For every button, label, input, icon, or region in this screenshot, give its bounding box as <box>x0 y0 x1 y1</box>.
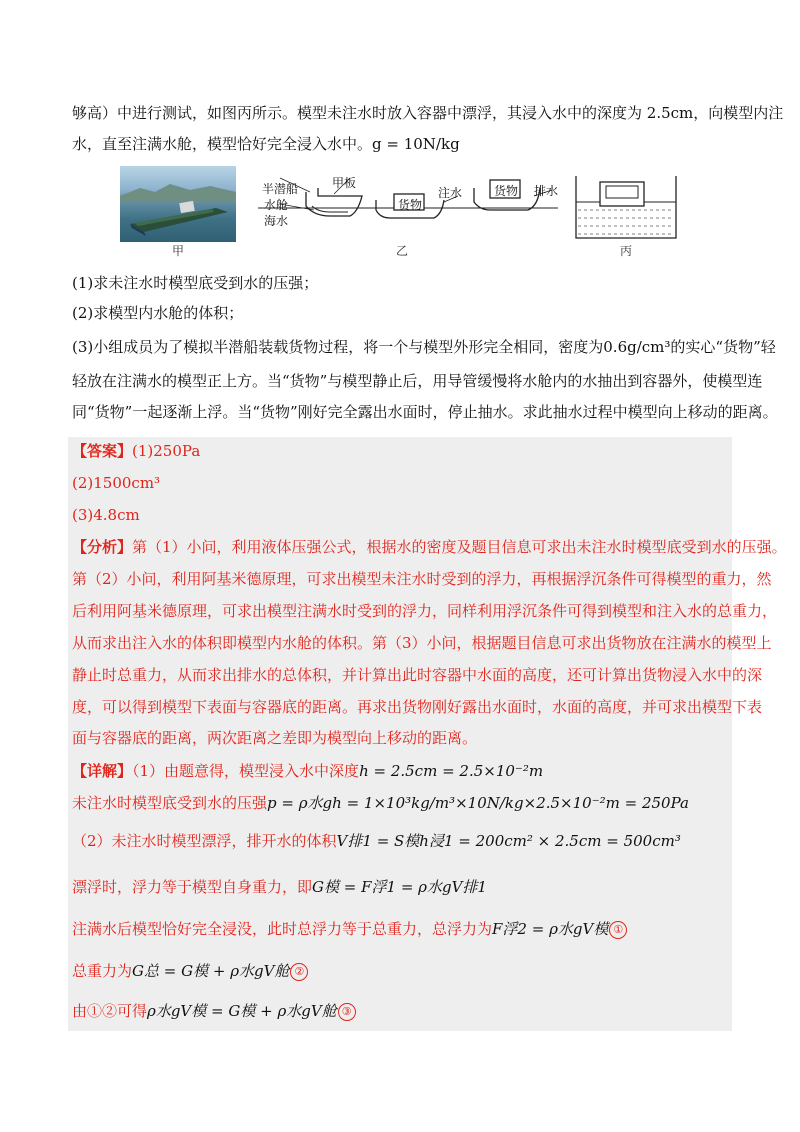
analysis-line-4: 从而求出注入水的体积即模型内水舱的体积。第（3）小问，根据题目信息可求出货物放在注满水的模型上 <box>72 634 772 652</box>
question-3-line-3: 同“货物”一起逐渐上浮。当“货物”刚好完全露出水面时，停止抽水。求此抽水过程中模型向上移动的距离。 <box>72 403 778 421</box>
analysis-line-1 <box>72 536 787 558</box>
detail-line-1 <box>72 760 543 782</box>
analysis-line-5: 静止时总重力，从而求出排水的总体积，并计算出此时容器中水面的高度，还可计算出货物浸入水中的深 <box>72 666 763 684</box>
label-tank: 水舱 <box>264 198 289 212</box>
label-inject: 注水 <box>438 186 463 200</box>
answer-1: (1)250Pa <box>132 442 201 460</box>
detail-line-6 <box>72 960 308 982</box>
detail-line-5 <box>72 918 627 940</box>
ship-photo <box>120 166 236 242</box>
label-cargo-2: 货物 <box>494 184 519 198</box>
question-1: (1)求未注水时模型底受到水的压强； <box>72 274 319 292</box>
detail-text-4: 漂浮时，浮力等于模型自身重力，即 <box>72 878 313 896</box>
label-drain: 排水 <box>534 184 559 198</box>
analysis-line-7: 面与容器底的距离，两次距离之差即为模型向上移动的距离。 <box>72 729 478 747</box>
detail-text-3: （2）未注水时模型漂浮，排开水的体积 <box>72 832 337 850</box>
detail-text-5: 注满水后模型恰好完全浸没，此时总浮力等于总重力，总浮力为 <box>72 920 493 938</box>
formula-1: h = 2.5cm = 2.5×10⁻²m <box>359 762 544 780</box>
analysis-line-3: 后利用阿基米德原理，可求出模型注满水时受到的浮力，同样利用浮沉条件可得到模型和注入水的总重力， <box>72 602 778 620</box>
detail-tag: 【详解】 <box>72 762 133 780</box>
label-sea: 海水 <box>264 214 289 228</box>
circled-1: ① <box>609 921 627 939</box>
label-deck: 甲板 <box>332 176 357 190</box>
analysis-tag: 【分析】 <box>72 538 133 556</box>
caption-bing: 丙 <box>620 244 633 258</box>
detail-line-7 <box>72 1000 356 1022</box>
detail-line-3 <box>72 830 681 852</box>
question-line-1: 够高）中进行测试，如图丙所示。模型未注水时放入容器中漂浮，其浸入水中的深度为 2.5cm，向模型内注 <box>72 104 784 122</box>
analysis-text-1: 第（1）小问，利用液体压强公式，根据水的密度及题目信息可求出未注水时模型底受到水的压强。 <box>132 538 787 556</box>
label-ship: 半潜船 <box>262 182 299 196</box>
formula-6: G总 = G模 + ρ水gV舱 <box>132 962 290 980</box>
caption-yi: 乙 <box>396 244 409 258</box>
analysis-line-6: 度，可以得到模型下表面与容器底的距离。再求出货物刚好露出水面时，水面的高度，并可求出模型下表 <box>72 698 763 716</box>
circled-3: ③ <box>338 1003 356 1021</box>
question-3-line-1: (3)小组成员为了模拟半潜船装载货物过程，将一个与模型外形完全相同，密度为0.6g/cm³的实心“货物”轻 <box>72 338 776 356</box>
answer-line-1 <box>72 440 200 462</box>
detail-text-7: 由①②可得 <box>72 1002 148 1020</box>
formula-4: G模 = F浮1 = ρ水gV排1 <box>312 878 487 896</box>
question-line-2: 水，直至注满水舱，模型恰好完全浸入水中。g = 10N/kg <box>72 135 460 153</box>
detail-line-2 <box>72 792 689 814</box>
question-3-line-2: 轻放在注满水的模型正上方。当“货物”与模型静止后，用导管缓慢将水舱内的水抽出到容器外，使模型连 <box>72 372 763 390</box>
analysis-line-2: 第（2）小问，利用阿基米德原理，可求出模型未注水时受到的浮力，再根据浮沉条件可得模型的重力，然 <box>72 570 772 588</box>
question-2: (2)求模型内水舱的体积； <box>72 304 244 322</box>
detail-line-4 <box>72 876 487 898</box>
answer-tag: 【答案】 <box>72 442 133 460</box>
detail-text-1: （1）由题意得，模型浸入水中深度 <box>132 762 360 780</box>
diagram-bing <box>566 166 686 246</box>
answer-3: (3)4.8cm <box>72 506 140 524</box>
answer-2: (2)1500cm³ <box>72 474 161 492</box>
circled-2: ② <box>290 963 308 981</box>
detail-text-2: 未注水时模型底受到水的压强 <box>72 794 268 812</box>
detail-text-6: 总重力为 <box>72 962 133 980</box>
label-cargo-1: 货物 <box>398 198 423 212</box>
formula-3: V排1 = S模h浸1 = 200cm² × 2.5cm = 500cm³ <box>336 832 681 850</box>
formula-5: F浮2 = ρ水gV模 <box>492 920 609 938</box>
formula-2: p = ρ水gh = 1×10³kg/m³×10N/kg×2.5×10⁻²m = 250Pa <box>267 794 689 812</box>
caption-jia: 甲 <box>172 244 185 258</box>
figure <box>120 166 700 258</box>
formula-7: ρ水gV模 = G模 + ρ水gV舱 <box>147 1002 337 1020</box>
